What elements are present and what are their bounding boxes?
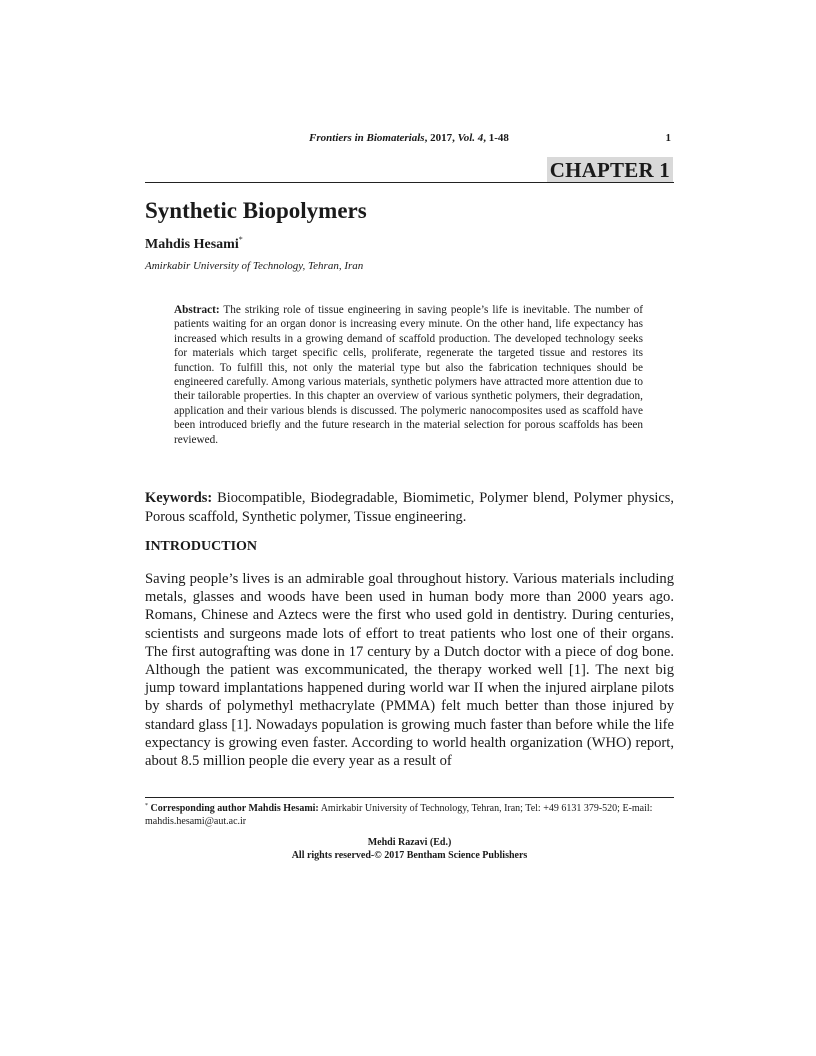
- journal-year: , 2017,: [424, 132, 458, 144]
- author-name: Mahdis Hesami: [145, 237, 239, 252]
- author-affiliation: Amirkabir University of Technology, Tehran, Iran: [145, 260, 364, 272]
- author-line: [145, 235, 243, 253]
- chapter-divider: [145, 182, 674, 183]
- abstract-text: The striking role of tissue engineering in saving people’s life is inevitable. The number of patients waiting for an organ donor is increasing every minute. On the other hand, life expectancy has increased which results in a growing demand of scaffold production. The developed technology seeks for materials which target specific cells, proliferate, regenerate the targeted tissue and restores its function. To fulfill this, not only the material type but also the fabrication techniques should be engineered carefully. Among various materials, synthetic polymers have attracted more attention due to their tailorable properties. In this chapter an overview of various synthetic polymers, their degradation, application and their various blends is discussed. The polymeric nanocomposites used as scaffold have been introduced briefly and the future research in the material selection for porous scaffolds has been reviewed.: [174, 304, 643, 446]
- footnote: [145, 800, 674, 828]
- keywords-text: Biocompatible, Biodegradable, Biomimetic, Polymer blend, Polymer physics, Porous scaffold, Synthetic polymer, Tissue engineering.: [145, 490, 674, 525]
- footnote-text: Amirkabir University of Technology, Tehran, Iran; Tel: +49 6131 379-520; E-mail: mahdis.hesami@aut.ac.ir: [145, 803, 653, 827]
- footer-editor: Mehdi Razavi (Ed.): [367, 837, 452, 848]
- page-number: 1: [665, 132, 671, 144]
- journal-name: Frontiers in Biomaterials: [309, 132, 425, 144]
- footer-rights: All rights reserved-© 2017 Bentham Science Publishers: [291, 849, 528, 861]
- running-header: [145, 132, 673, 150]
- abstract-label: Abstract:: [174, 304, 220, 316]
- section-heading-introduction: INTRODUCTION: [145, 539, 258, 554]
- footnote-label: Corresponding author Mahdis Hesami:: [150, 803, 319, 814]
- journal-citation: [145, 132, 673, 144]
- footnote-mark: *: [145, 803, 148, 809]
- article-title: Synthetic Biopolymers: [145, 198, 367, 223]
- introduction-paragraph: Saving people’s lives is an admirable goal throughout history. Various materials including metals, glasses and woods have been used in human body more than 2000 years ago. Romans, Chinese and Aztecs were the first who used gold in dentistry. During centuries, scientists and surgeons made lots of effort to treat patients who lost one of their organs. The first autografting was done in 17 century by a Dutch doctor with a piece of dog bone. Although the patient was excommunicated, the therapy worked well [1]. The next big jump toward implantations happened during world war II when the injured airplane pilots by shards of polymethyl methacrylate (PMMA) felt much better than those injured by standard glass [1]. Nowadays population is growing much faster than before while the life expectancy is growing even faster. According to world health organization (WHO) report, about 8.5 million people die every year as a result of: [145, 571, 674, 770]
- abstract: [174, 303, 643, 447]
- keywords-label: Keywords:: [145, 490, 213, 506]
- footnote-divider: [145, 797, 674, 798]
- journal-pages: , 1-48: [483, 132, 509, 144]
- journal-volume: Vol. 4: [457, 132, 484, 144]
- page-footer: [145, 837, 674, 862]
- keywords: [145, 489, 674, 527]
- chapter-label: CHAPTER 1: [547, 157, 673, 183]
- author-footnote-mark: *: [238, 235, 243, 244]
